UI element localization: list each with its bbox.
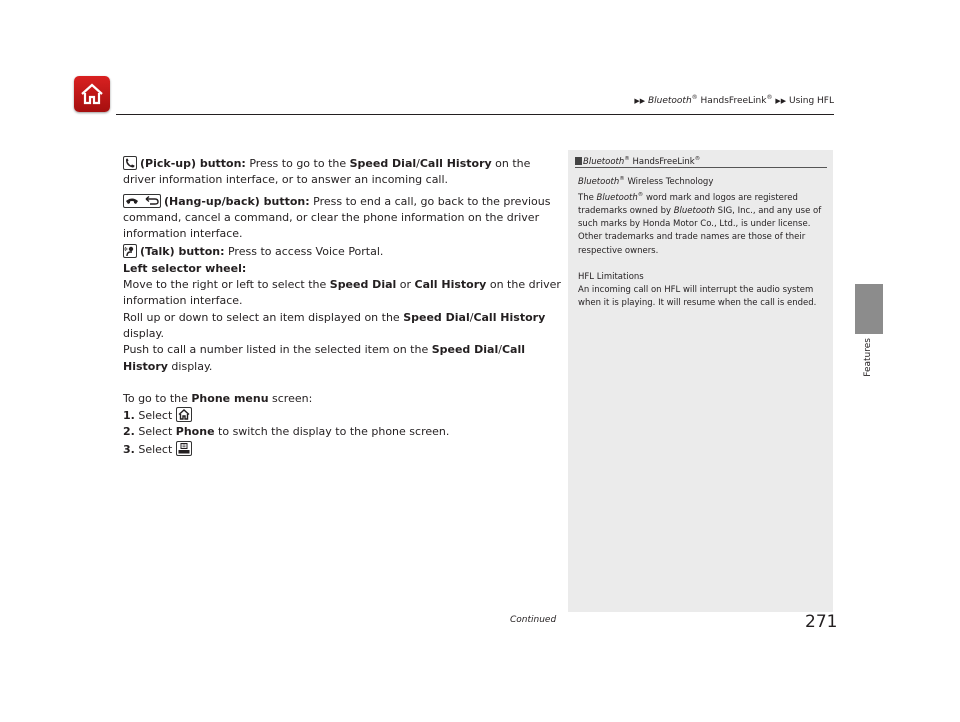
breadcrumb-current: Using HFL <box>788 96 834 106</box>
notes-sidebar-heading: Bluetooth® HandsFreeLink® <box>575 156 700 167</box>
notes-sidebar-body <box>578 173 826 310</box>
reference-mark-icon <box>575 157 582 165</box>
menu-button-icon <box>176 441 192 456</box>
section-tab[interactable] <box>855 284 883 334</box>
notes-sidebar-rule <box>575 167 827 168</box>
pickup-paragraph: (Pick-up) button: Press to go to the Speed Dial/Call History on the driver information interface, or to answer an incoming call. <box>123 157 531 187</box>
wheel-move-text: Move to the right or left to select the Speed Dial or Call History on the driver information interface. <box>123 278 561 308</box>
page-number: 271 <box>805 612 838 632</box>
breadcrumb-separator: ▶▶ <box>775 97 787 105</box>
pickup-button-icon <box>123 156 137 170</box>
step-2: 2. Select Phone to switch the display to the phone screen. <box>123 425 450 439</box>
header-rule <box>116 114 834 115</box>
continued-label: Continued <box>510 615 557 625</box>
hangup-paragraph: (Hang-up/back) button: Press to end a call, go back to the previous command, cancel a command, or clear the phone information on the driver information interface. <box>123 194 551 241</box>
main-content <box>123 156 563 458</box>
breadcrumb-hfl[interactable]: HandsFreeLink <box>697 96 767 106</box>
talk-paragraph: (Talk) button: Press to access Voice Portal. <box>123 244 563 260</box>
step-1: 1. Select <box>123 407 563 424</box>
hfl-limitations-title: HFL Limitations <box>578 271 644 282</box>
bluetooth-note-text: The Bluetooth® word mark and logos are registered trademarks owned by Bluetooth SIG, Inc., and any use of such marks by Honda Motor Co., Ltd., is under license. Other trademarks and trade names are those of their respective owners. <box>578 192 822 256</box>
breadcrumb: ▶▶ Bluetooth® HandsFreeLink® ▶▶ Using HFL <box>634 94 834 106</box>
goto-phone-menu: To go to the Phone menu screen: <box>123 391 313 405</box>
home-icon[interactable] <box>74 76 110 112</box>
wheel-heading: Left selector wheel: <box>123 261 247 275</box>
bluetooth-note-title: Bluetooth® Wireless Technology <box>578 176 714 187</box>
wheel-roll-text: Roll up or down to select an item displayed on the Speed Dial/Call History display. <box>123 310 546 340</box>
breadcrumb-separator: ▶▶ <box>634 97 646 105</box>
wheel-push-text: Push to call a number listed in the selected item on the Speed Dial/Call History display. <box>123 343 525 373</box>
talk-button-icon <box>123 244 137 258</box>
breadcrumb-bluetooth[interactable]: Bluetooth <box>647 96 692 106</box>
hfl-limitations-text: An incoming call on HFL will interrupt the audio system when it is playing. It will resume when the call is ended. <box>578 285 817 309</box>
section-tab-label: Features <box>863 338 873 377</box>
home-button-icon <box>176 407 192 422</box>
step-3: 3. Select <box>123 441 563 458</box>
hangup-button-icon <box>123 194 161 208</box>
